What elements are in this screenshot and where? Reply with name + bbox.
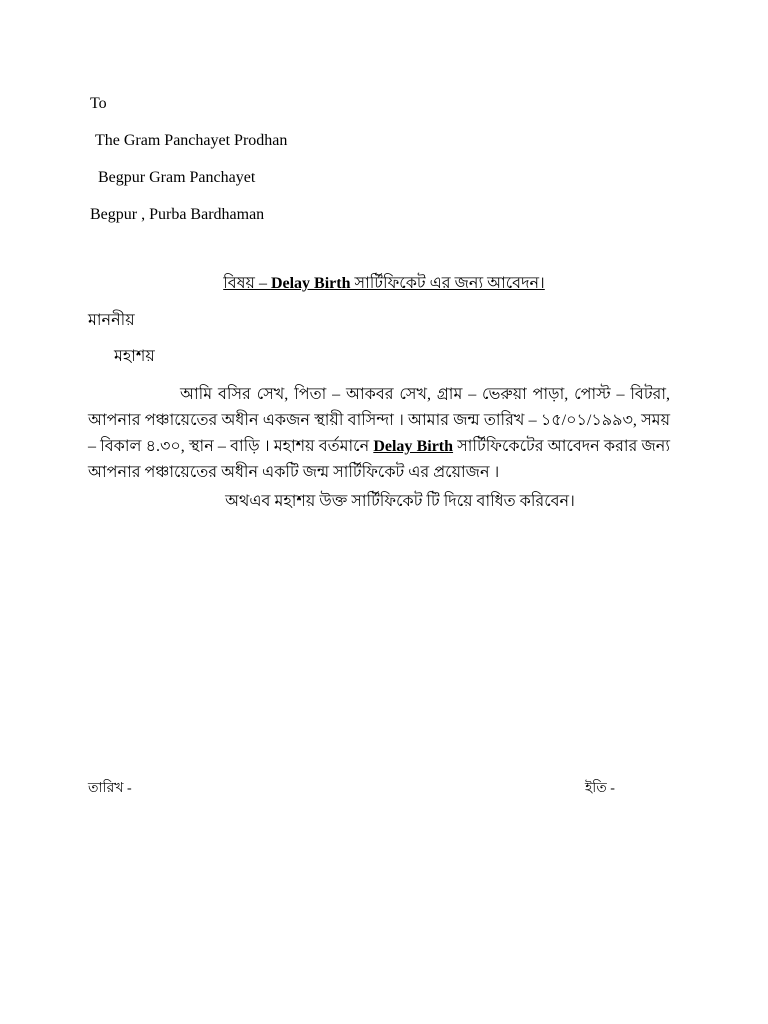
body-paragraph xyxy=(88,382,670,486)
salutation-honorific: মাননীয় xyxy=(88,312,135,329)
closing-line: অথএব মহাশয় উক্ত সার্টিফিকেট টি দিয়ে বাধিত করিবেন। xyxy=(225,493,575,510)
address-recipient-title: The Gram Panchayet Prodhan xyxy=(95,132,288,149)
subject-highlight: Delay Birth xyxy=(270,275,351,292)
subject-underlined xyxy=(223,275,545,292)
subject-prefix: বিষয় – xyxy=(223,275,271,292)
subject-line xyxy=(0,274,768,294)
salutation-sir: মহাশয় xyxy=(114,348,155,365)
address-office: Begpur Gram Panchayet xyxy=(98,169,256,186)
subject-suffix: সার্টিফিকেট এর জন্য আবেদন। xyxy=(350,275,545,292)
date-label: তারিখ - xyxy=(88,781,132,796)
body-text-part2: সার্টিফিকেটের আবেদন করার জন্য আপনার পঞ্চায়েতের অধীন একটি জন্ম সার্টিফিকেট এর প্রয়োজন । xyxy=(88,438,670,481)
body-highlight: Delay Birth xyxy=(373,438,454,455)
address-location: Begpur , Purba Bardhaman xyxy=(90,206,265,223)
signature-label: ইতি - xyxy=(585,781,615,796)
address-to: To xyxy=(90,95,107,112)
body-text-part1: আমি বসির সেখ, পিতা – আকবর সেখ, গ্রাম – ভেরুয়া পাড়া, পোস্ট – বিটরা, আপনার পঞ্চায়েতের অধীন একজন স্থায়ী বাসিন্দা । আমার জন্ম তারিখ – ১৫/০১/১৯৯৩, সময় – বিকাল ৪.৩০, স্থান – বাড়ি । মহাশয় বর্তমানে xyxy=(88,386,670,455)
